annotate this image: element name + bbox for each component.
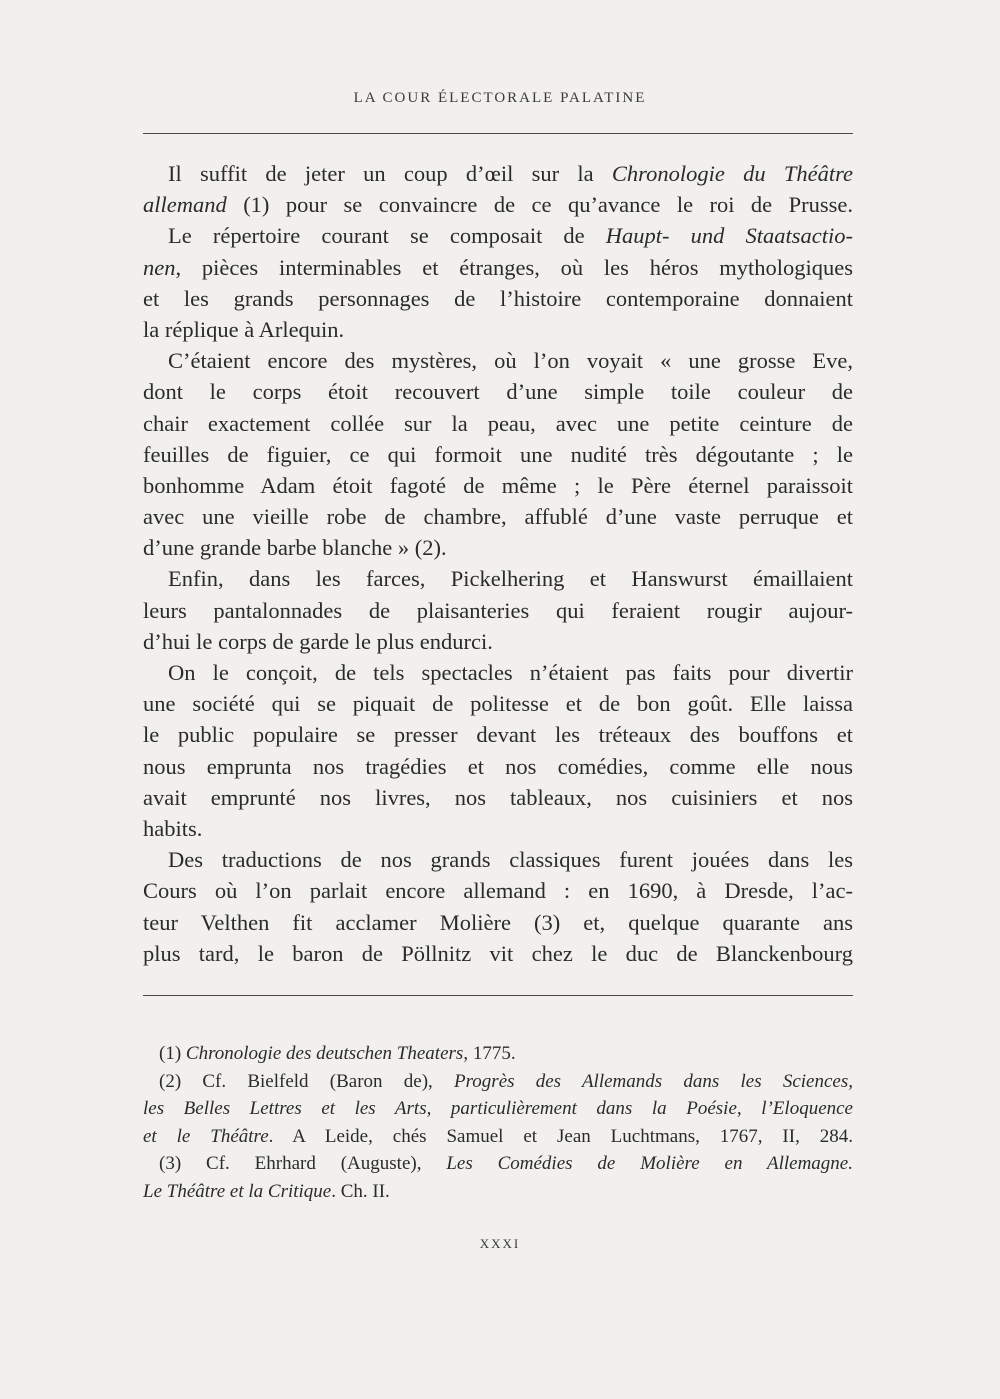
body-line: Cours où l’on parlait encore allemand : en 1690, à Dresde, l’ac- [143, 878, 853, 904]
footnote-line: et le Théâtre. A Leide, chés Samuel et Jean Luchtmans, 1767, II, 284. [143, 1125, 853, 1147]
body-line: le public populaire se presser devant les tréteaux des bouffons et [143, 722, 853, 748]
body-line: d’hui le corps de garde le plus endurci. [143, 628, 493, 654]
body-line: et les grands personnages de l’histoire contemporaine donnaient [143, 285, 853, 311]
page-number: XXXI [479, 1236, 521, 1251]
footnote-line: les Belles Lettres et les Arts, particulièrement dans la Poésie, l’Eloquence [143, 1098, 853, 1120]
body-line: plus tard, le baron de Pöllnitz vit chez le duc de Blanckenbourg [143, 940, 853, 966]
body-line: dont le corps étoit recouvert d’une simple toile couleur de [143, 379, 853, 405]
body-line: avait emprunté nos livres, nos tableaux, nos cuisiniers et nos [143, 784, 853, 810]
body-line: Le répertoire courant se composait de Haupt- und Staatsactio- [168, 223, 853, 249]
body-line: une société qui se piquait de politesse et de bon goût. Elle laissa [143, 691, 853, 717]
body-line: nous emprunta nos tragédies et nos comédies, comme elle nous [143, 753, 853, 779]
body-line: allemand (1) pour se convaincre de ce qu’avance le roi de Prusse. [143, 192, 853, 218]
body-line: nen, pièces interminables et étranges, où les héros mythologiques [143, 254, 853, 280]
body-line: leurs pantalonnades de plaisanteries qui feraient rougir aujour- [143, 597, 853, 623]
body-line: avec une vieille robe de chambre, affublé d’une vaste perruque et [143, 504, 853, 530]
body-line: Des traductions de nos grands classiques furent jouées dans les [168, 847, 853, 873]
body-text [143, 158, 853, 969]
body-line: bonhomme Adam étoit fagoté de même ; le Père éternel paraissoit [143, 472, 853, 498]
body-line: la réplique à Arlequin. [143, 316, 345, 342]
body-line: teur Velthen fit acclamer Molière (3) et, quelque quarante ans [143, 909, 853, 935]
body-line: d’une grande barbe blanche » (2). [143, 535, 447, 561]
header-rule [143, 133, 853, 134]
body-line: C’étaient encore des mystères, où l’on voyait « une grosse Eve, [168, 348, 853, 374]
body-line: Il suffit de jeter un coup d’œil sur la Chronologie du Théâtre [168, 161, 853, 186]
footnotes [143, 1040, 853, 1206]
running-header: LA COUR ÉLECTORALE PALATINE [353, 90, 647, 106]
body-line: chair exactement collée sur la peau, avec une petite ceinture de [143, 410, 853, 436]
body-line: habits. [143, 815, 203, 841]
body-line: feuilles de figuier, ce qui formoit une nudité très dégoutante ; le [143, 441, 853, 467]
body-line: Enfin, dans les farces, Pickelhering et Hanswurst émaillaient [168, 566, 853, 592]
footnote-line: (3) Cf. Ehrhard (Auguste), Les Comédies de Molière en Allemagne. [159, 1153, 853, 1175]
footnote-line: (1) Chronologie des deutschen Theaters, 1775. [159, 1043, 516, 1064]
body-line: On le conçoit, de tels spectacles n’étaient pas faits pour divertir [168, 660, 853, 685]
footnote-line: (2) Cf. Bielfeld (Baron de), Progrès des Allemands dans les Sciences, [159, 1070, 853, 1092]
footnote-rule [143, 995, 853, 996]
footnote-line: Le Théâtre et la Critique. Ch. II. [143, 1180, 390, 1202]
